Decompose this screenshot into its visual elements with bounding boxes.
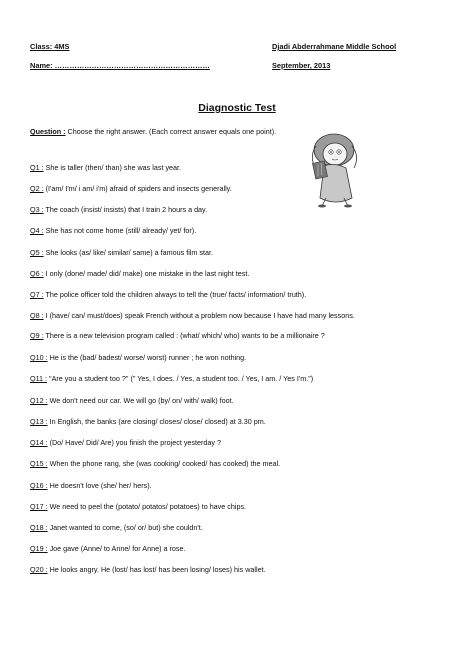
question-text: (Do/ Have/ Did/ Are) you finish the project yesterday ? — [47, 438, 221, 447]
question-item — [30, 331, 325, 340]
question-item — [30, 353, 246, 362]
question-number: Q7 : — [30, 290, 44, 299]
question-item — [30, 417, 266, 426]
question-item — [30, 565, 266, 574]
question-item — [30, 523, 203, 532]
question-item — [30, 544, 185, 553]
question-number: Q6 : — [30, 269, 44, 278]
question-number: Q11 : — [30, 374, 48, 383]
question-item — [30, 290, 306, 299]
question-text: (I'am/ I'm/ i am/ i'm) afraid of spiders and insects generally. — [43, 184, 232, 193]
question-text: I only (done/ made/ did/ make) one mistake in the last night test. — [43, 269, 250, 278]
instruction — [30, 127, 276, 136]
question-text: She looks (as/ like/ similar/ same) a famous film star. — [43, 248, 213, 257]
school-name: Djadi Abderrahmane Middle School — [272, 42, 397, 51]
question-number: Q19 : — [30, 544, 48, 553]
question-text: We need to peel the (potato/ potatos/ potatoes) to have chips. — [47, 502, 247, 511]
question-text: He doesn't love (she/ her/ hers). — [47, 481, 152, 490]
question-item — [30, 311, 355, 320]
question-text: He is the (bad/ badest/ worse/ worst) runner ; he won nothing. — [47, 353, 247, 362]
page-title: Diagnostic Test — [198, 102, 276, 114]
question-text: She has not come home (still/ already/ yet/ for). — [43, 226, 197, 235]
question-number: Q2 : — [30, 184, 44, 193]
question-item — [30, 374, 313, 383]
class-label: Class: — [30, 42, 53, 51]
question-item — [30, 205, 207, 214]
question-number: Q12 : — [30, 396, 48, 405]
girl-reading-book-illustration — [300, 128, 362, 208]
question-number: Q15 : — [30, 459, 48, 468]
instruction-label: Question : — [30, 127, 66, 136]
question-item — [30, 248, 213, 257]
question-number: Q10 : — [30, 353, 48, 362]
question-text: He looks angry. He (lost/ has lost/ has been losing/ loses) his wallet. — [47, 565, 266, 574]
question-text: "Are you a student too ?" (" Yes, I does. / Yes, a student too. / Yes, I am. / Yes I'm.") — [47, 374, 314, 383]
question-text: I (have/ can/ must/does) speak French without a problem now because I have had many lessons. — [43, 311, 355, 320]
name-label: Name: — [30, 61, 53, 70]
question-number: Q9 : — [30, 331, 44, 340]
question-number: Q1 : — [30, 163, 44, 172]
question-text: The police officer told the children always to tell the (true/ facts/ information/ truth). — [43, 290, 307, 299]
question-item — [30, 269, 249, 278]
question-number: Q18 : — [30, 523, 48, 532]
name-blank-line: ……………………………………………………… — [54, 61, 210, 70]
question-item — [30, 459, 280, 468]
name-field — [30, 61, 210, 70]
question-text: When the phone rang, she (was cooking/ cooked/ has cooked) the meal. — [47, 459, 281, 468]
question-text: She is taller (then/ than) she was last year. — [43, 163, 182, 172]
question-item — [30, 396, 234, 405]
question-number: Q14 : — [30, 438, 48, 447]
question-number: Q4 : — [30, 226, 44, 235]
question-number: Q13 : — [30, 417, 48, 426]
question-number: Q5 : — [30, 248, 44, 257]
question-item — [30, 502, 246, 511]
question-item — [30, 184, 232, 193]
question-text: The coach (insist/ insists) that I train 2 hours a day. — [43, 205, 208, 214]
question-number: Q17 : — [30, 502, 48, 511]
question-text: We don't need our car. We will go (by/ on/ with/ walk) foot. — [47, 396, 234, 405]
question-number: Q3 : — [30, 205, 44, 214]
question-text: Joe gave (Anne/ to Anne/ for Anne) a rose. — [47, 544, 186, 553]
class-field — [30, 42, 69, 51]
question-item — [30, 481, 152, 490]
question-text: There is a new television program called : (what/ which/ who) wants to be a millionaire ? — [43, 331, 325, 340]
instruction-text: Choose the right answer. (Each correct answer equals one point). — [65, 127, 277, 136]
question-item — [30, 163, 181, 172]
question-text: In English, the banks (are closing/ closes/ close/ closed) at 3.30 pm. — [47, 417, 266, 426]
question-item — [30, 438, 221, 447]
question-item — [30, 226, 196, 235]
question-text: Janet wanted to come, (so/ or/ but) she couldn't. — [47, 523, 203, 532]
question-number: Q16 : — [30, 481, 48, 490]
question-number: Q20 : — [30, 565, 48, 574]
question-number: Q8 : — [30, 311, 44, 320]
test-date: September, 2013 — [272, 61, 331, 70]
class-value: 4MS — [54, 42, 70, 51]
